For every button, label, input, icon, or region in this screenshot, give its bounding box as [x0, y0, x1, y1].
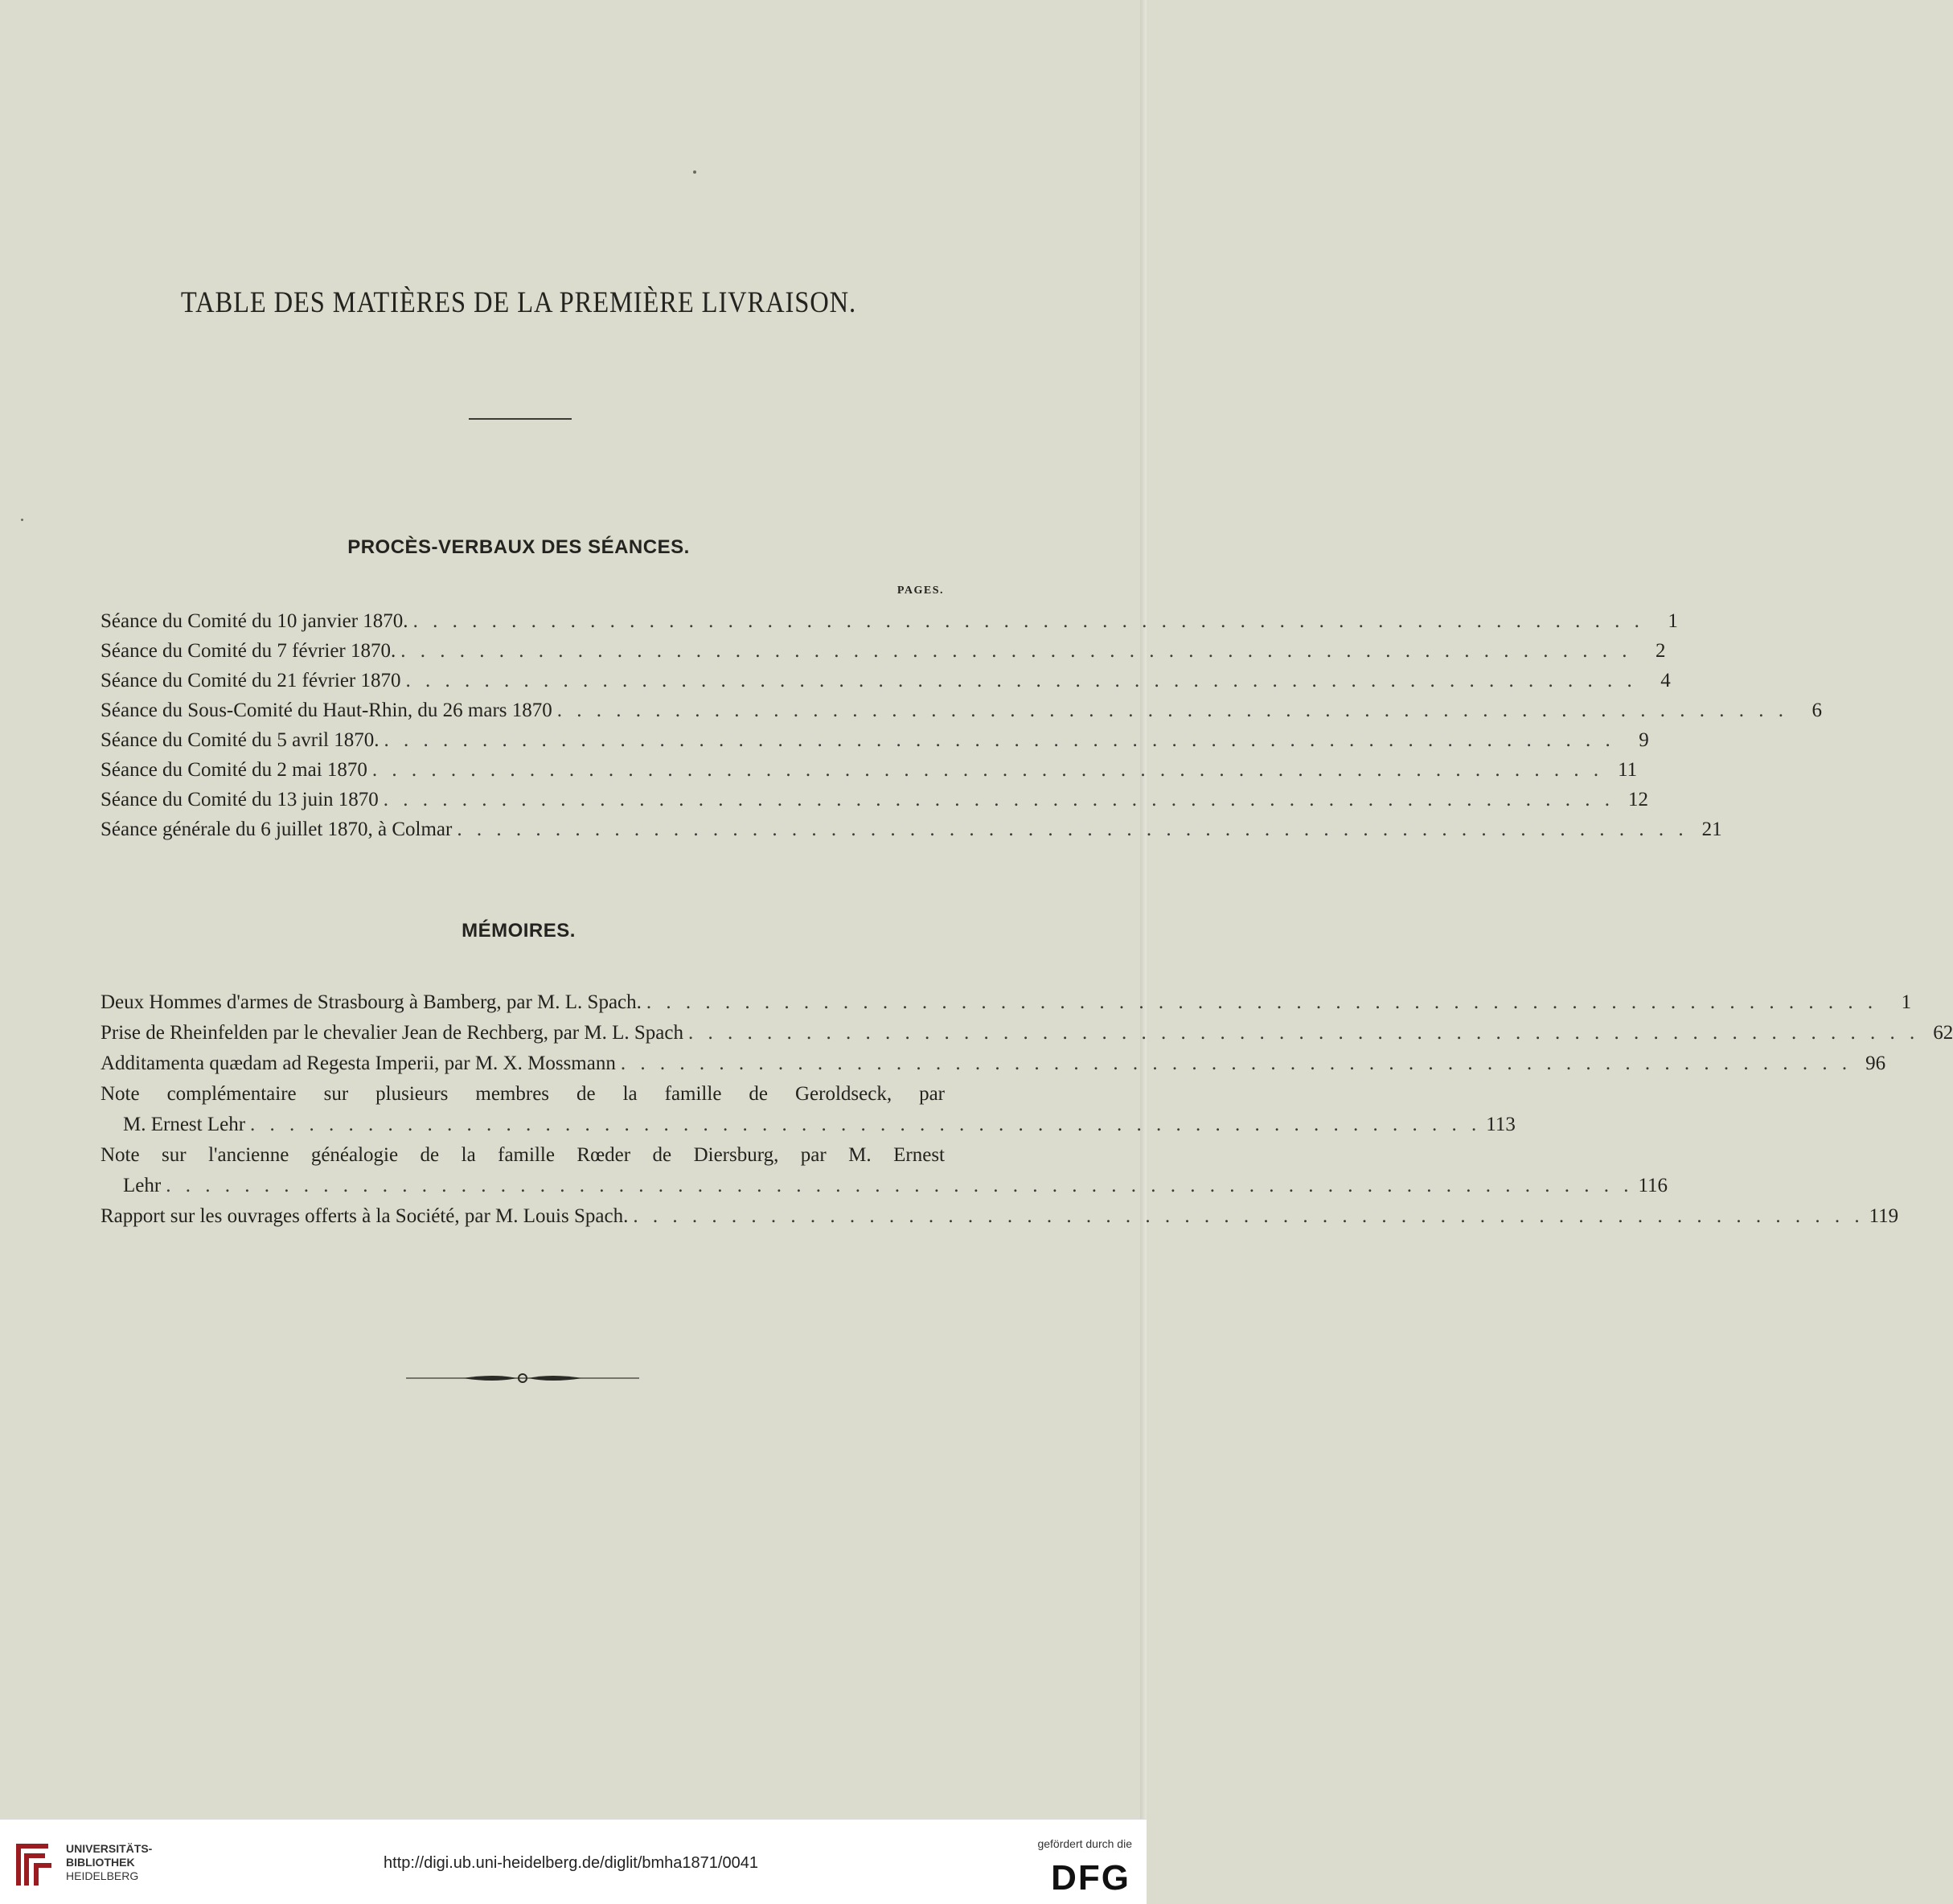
- dot-leader: . . . . . . . . . . . . . . . . . . . . . . . . . . . . . . . . . . . . . . . . . . . . . . . . . . . . . . . . . . . . . . .: [646, 991, 1878, 1013]
- toc-entry-page: 96: [1865, 1053, 1886, 1074]
- toc-entry-title: Séance du Comité du 2 mai 1870: [101, 759, 367, 781]
- toc-entry-title-line: Note complémentaire sur plusieurs membres de la famille de Geroldseck, par: [101, 1083, 945, 1105]
- toc-entry: [101, 1019, 1953, 1048]
- toc-entry: [101, 637, 1666, 666]
- permalink-url[interactable]: http://digi.ub.uni-heidelberg.de/diglit/bmha1871/0041: [384, 1854, 758, 1872]
- toc-entry-page: 9: [1639, 729, 1649, 751]
- toc-entry-page: 4: [1660, 670, 1671, 691]
- toc-entry: [101, 696, 1822, 725]
- dot-leader: . . . . . . . . . . . . . . . . . . . . . . . . . . . . . . . . . . . . . . . . . . . . . . . . . . . . . . . . . . . . . . .: [250, 1114, 1482, 1135]
- library-name-line: HEIDELBERG: [66, 1869, 139, 1882]
- toc-entry: [123, 1110, 1516, 1139]
- library-name-line: UNIVERSITÄTS-: [66, 1842, 153, 1855]
- toc-entry: [101, 988, 1912, 1017]
- toc-entry: [101, 1202, 1899, 1231]
- toc-entry-page: 116: [1638, 1175, 1668, 1196]
- toc-entry-title: M. Ernest Lehr: [123, 1114, 246, 1135]
- dot-leader: . . . . . . . . . . . . . . . . . . . . . . . . . . . . . . . . . . . . . . . . . . . . . . . . . . . . . . . . . . . . . . .: [556, 700, 1788, 721]
- toc-entry-title: Prise de Rheinfelden par le chevalier Jean de Rechberg, par M. L. Spach: [101, 1022, 683, 1044]
- paper-speck: [21, 519, 23, 521]
- toc-entry: [101, 667, 1671, 696]
- toc-entry-title: Rapport sur les ouvrages offerts à la Société, par M. Louis Spach.: [101, 1205, 629, 1227]
- dot-leader: . . . . . . . . . . . . . . . . . . . . . . . . . . . . . . . . . . . . . . . . . . . . . . . . . . . . . . . . . . . . . . .: [405, 670, 1637, 691]
- toc-entry-page: 6: [1811, 700, 1822, 721]
- library-name-line: BIBLIOTHEK: [66, 1856, 135, 1869]
- footer-bar: [0, 1819, 1147, 1904]
- toc-entry: [101, 726, 1649, 755]
- dfg-logo: DFG: [1051, 1858, 1130, 1898]
- pages-column-label: PAGES.: [896, 585, 944, 597]
- toc-entry-title: Additamenta quædam ad Regesta Imperii, par M. X. Mossmann: [101, 1053, 616, 1074]
- toc-entry: [101, 786, 1649, 815]
- funding-note: gefördert durch die: [1037, 1837, 1132, 1850]
- university-library-name: [66, 1842, 152, 1883]
- page-title: TABLE DES MATIÈRES DE LA PREMIÈRE LIVRAISON.: [180, 286, 857, 319]
- section-heading-proces-verbaux: PROCÈS-VERBAUX DES SÉANCES.: [347, 536, 690, 558]
- dot-leader: . . . . . . . . . . . . . . . . . . . . . . . . . . . . . . . . . . . . . . . . . . . . . . . . . . . . . . . . . . . . . . .: [620, 1053, 1852, 1074]
- toc-entry-title: Deux Hommes d'armes de Strasbourg à Bamberg, par M. L. Spach.: [101, 991, 642, 1013]
- toc-entry: [101, 756, 1638, 785]
- page-edge: [1140, 0, 1147, 1819]
- paper-speck: [693, 170, 696, 174]
- dot-leader: . . . . . . . . . . . . . . . . . . . . . . . . . . . . . . . . . . . . . . . . . . . . . . . . . . . . . . . . . . . . . . .: [384, 729, 1615, 751]
- toc-entry-title: Séance du Sous-Comité du Haut-Rhin, du 26 mars 1870: [101, 700, 552, 721]
- toc-entry: [101, 1049, 1886, 1078]
- toc-entry-page: 62: [1933, 1022, 1953, 1044]
- dot-leader: . . . . . . . . . . . . . . . . . . . . . . . . . . . . . . . . . . . . . . . . . . . . . . . . . . . . . . . . . . . . . . .: [400, 640, 1632, 662]
- section-heading-memoires: MÉMOIRES.: [462, 920, 576, 942]
- toc-entry-title: Séance du Comité du 7 février 1870.: [101, 640, 396, 662]
- dot-leader: . . . . . . . . . . . . . . . . . . . . . . . . . . . . . . . . . . . . . . . . . . . . . . . . . . . . . . . . . . . . . . . . . . . . . . . . . . .: [166, 1175, 1634, 1196]
- title-rule: [469, 418, 572, 420]
- toc-entry-page: 2: [1656, 640, 1666, 662]
- dot-leader: . . . . . . . . . . . . . . . . . . . . . . . . . . . . . . . . . . . . . . . . . . . . . . . . . . . . . . . . . . . . . . .: [383, 789, 1615, 810]
- toc-entry-page: 1: [1901, 991, 1912, 1013]
- toc-entry-page: 119: [1869, 1205, 1899, 1227]
- toc-entry-title: Séance du Comité du 21 février 1870: [101, 670, 401, 691]
- toc-entry-title: Séance du Comité du 13 juin 1870: [101, 789, 379, 810]
- toc-entry-page: 21: [1701, 819, 1722, 840]
- dot-leader: . . . . . . . . . . . . . . . . . . . . . . . . . . . . . . . . . . . . . . . . . . . . . . . . . . . . . . . . . . . . . . .: [412, 610, 1644, 632]
- toc-entry-title: Séance du Comité du 5 avril 1870.: [101, 729, 380, 751]
- dot-leader: . . . . . . . . . . . . . . . . . . . . . . . . . . . . . . . . . . . . . . . . . . . . . . . . . . . . . . . . . . . . . . .: [633, 1205, 1865, 1227]
- toc-entry-page: 113: [1486, 1114, 1516, 1135]
- toc-entry-title: Séance générale du 6 juillet 1870, à Colmar: [101, 819, 453, 840]
- toc-entry-page: 1: [1668, 610, 1678, 632]
- toc-entry: [101, 607, 1678, 636]
- dot-leader: . . . . . . . . . . . . . . . . . . . . . . . . . . . . . . . . . . . . . . . . . . . . . . . . . . . . . . . . . . . . . . .: [371, 759, 1604, 781]
- toc-entry-title: Séance du Comité du 10 janvier 1870.: [101, 610, 408, 632]
- dot-leader: . . . . . . . . . . . . . . . . . . . . . . . . . . . . . . . . . . . . . . . . . . . . . . . . . . . . . . . . . . . . . . .: [457, 819, 1688, 840]
- toc-entry-title: Lehr: [123, 1175, 162, 1196]
- toc-entry-page: 11: [1618, 759, 1638, 781]
- toc-entry: [123, 1172, 1668, 1200]
- toc-entry-title-line: Note sur l'ancienne généalogie de la famille Rœder de Diersburg, par M. Ernest: [101, 1144, 945, 1166]
- dot-leader: . . . . . . . . . . . . . . . . . . . . . . . . . . . . . . . . . . . . . . . . . . . . . . . . . . . . . . . . . . . . . . .: [687, 1022, 1920, 1044]
- university-library-logo-icon: [13, 1836, 58, 1892]
- toc-entry: [101, 815, 1722, 844]
- ornament-divider: [406, 1368, 639, 1388]
- toc-entry-page: 12: [1628, 789, 1649, 810]
